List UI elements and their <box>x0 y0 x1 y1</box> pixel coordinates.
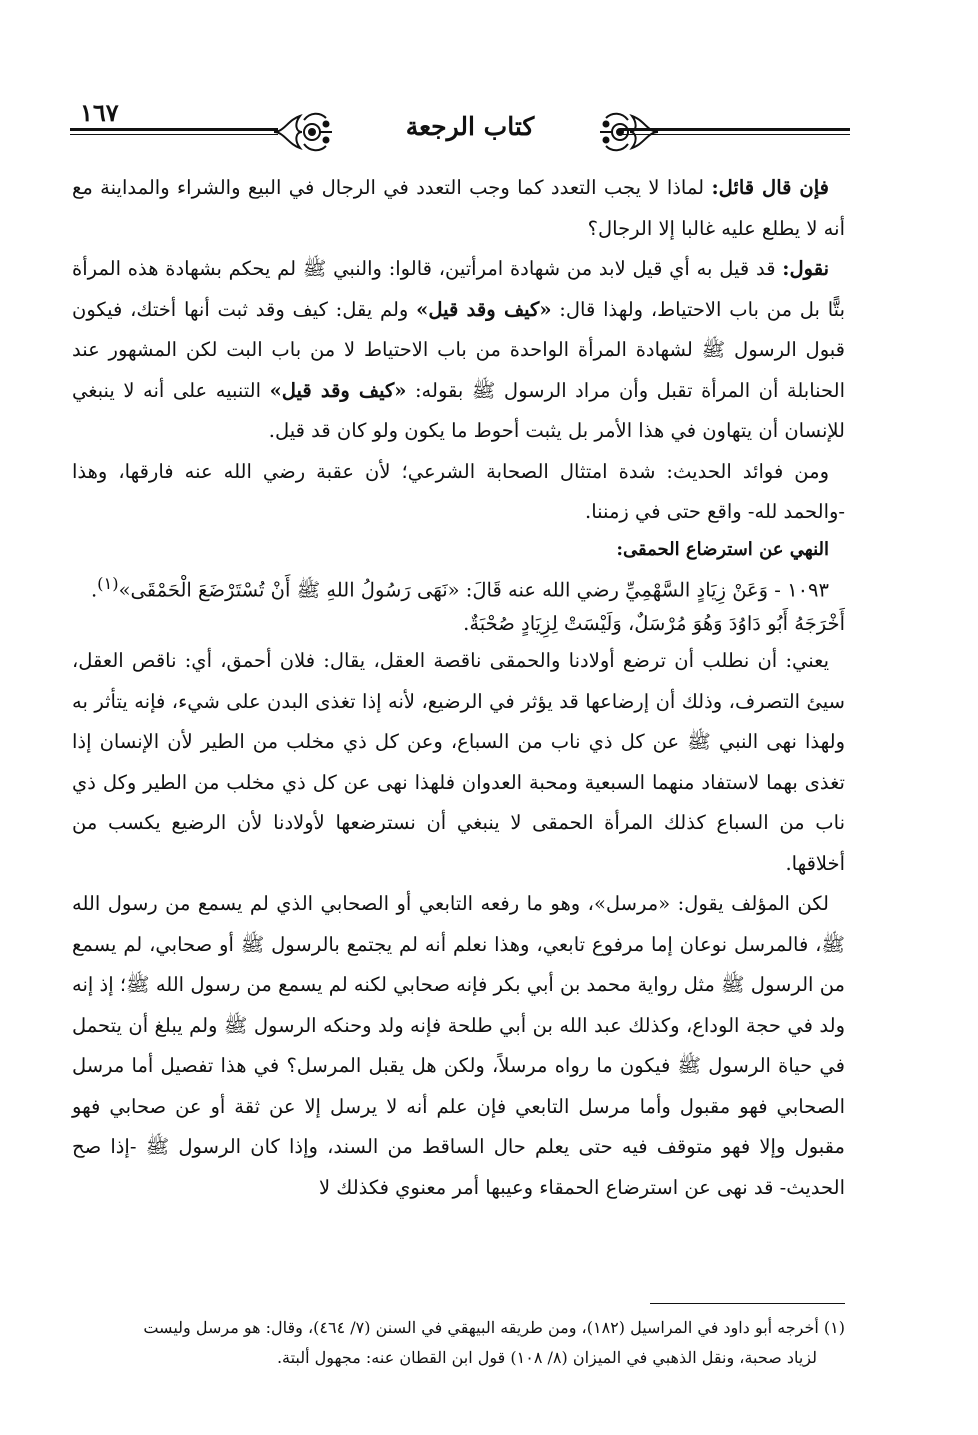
answer-lead: نقول: <box>782 257 829 280</box>
paragraph-explanation: يعني: أن نطلب أن ترضع أولادنا والحمقى ناقصة العقل، يقال: فلان أحمق، أي: ناقص العقل، سيئ التصرف، وذلك أن إرضاعها قد يؤثر في الرضيع، لأنه إذا تغذى البدن على شيء، فإنه يتأثر به ولهذا نهى النبي ﷺ عن كل ذي ناب من السباع، وعن كل ذي مخلب من الطير لأن الإنسان إذا تغذى بهما لاستفاد منهما السبعية ومحبة العدوان فلهذا نهى عن كل ذي مخلب من الطير وكل ذي ناب من السباع كذلك المرأة الحمقى لا ينبغي أن نسترضعها لأولادنا لأن الرضيع يكسب من أخلاقها. <box>72 649 845 875</box>
running-title: كتاب الرجعة <box>405 112 535 141</box>
question-lead: فإن قال قائل: <box>711 176 830 199</box>
ornament-right-icon <box>598 102 662 156</box>
footnote <box>72 1313 845 1373</box>
footnote-separator <box>650 1303 845 1304</box>
paragraph-question <box>72 168 845 249</box>
answer-text-c: التنبيه على أنه لا ينبغي للإنسان أن يتهاون في هذا الأمر بل يثبت أحوط ما يكون ولو كان قد قيل. <box>72 378 845 442</box>
hadith-body: ١٠٩٣ - وَعَنْ زِيَادٍ السَّهْمِيِّ رضي الله عنه قَالَ: «نَهَى رَسُولُ اللهِ ﷺ أَنْ تُسْتَرْضَعَ الْحَمْقَى» <box>118 578 829 601</box>
page-number: ١٦٧ <box>80 98 119 127</box>
page-body <box>72 168 845 1208</box>
answer-text-a: قد قيل به أي قيل لابد من شهادة امرأتين، قالوا: والنبي ﷺ لم يحكم بشهادة هذه المرأة بتًّا بل من باب الاحتياط، ولهذا قال: <box>72 257 845 321</box>
hadith-end: . <box>90 578 98 601</box>
hadith-block <box>72 567 845 642</box>
header-rule-left-thin <box>70 134 278 135</box>
footnote-line-1: (١) أخرجه أبو داود في المراسيل (١٨٢)، ومن طريقه البيهقي في السنن (٧/ ٤٦٤)، وقال: هو مرسل وليست <box>143 1318 845 1337</box>
paragraph-mursal: لكن المؤلف يقول: «مرسل»، وهو ما رفعه التابعي أو الصحابي الذي لم يسمع من رسول الله ﷺ، فالمرسل نوعان إما مرفوع تابعي، وهذا نعلم أنه لم يجتمع بالرسول ﷺ أو صحابي، لم يسمع من الرسول ﷺ مثل رواية محمد بن أبي بكر فإنه صحابي لكنه لم يسمع من رسول الله ﷺ؛ إذ إنه ولد في حجة الوداع، وكذلك عبد الله بن أبي طلحة فإنه ولد وحنكه الرسول ﷺ ولم يبلغ أن يتحمل في حياة الرسول ﷺ فيكون ما رواه مرسلاً، ولكن هل يقبل المرسل؟ في هذا تفصيل أما مرسل الصحابي فهو مقبول وأما مرسل التابعي فإن علم أنه لا يرسل إلا عن ثقة أو عن صحابي فهو مقبول وإلا فهو متوقف فيه حتى يعلم حال الساقط من السند، وإذا كان الرسول ﷺ -إذا صح الحديث- قد نهى عن استرضاع الحمقاء وعيبها أمر معنوي فكذلك لا <box>72 892 845 1199</box>
question-text: لماذا لا يجب التعدد كما وجب التعدد في الرجال في البيع والشراء والمداينة مع أنه لا يطلع عليه غالبا إلا الرجال؟ <box>72 176 845 240</box>
footnote-line-2: لزياد صحبة، ونقل الذهبي في الميزان (٨/ ١٠٨) قول ابن القطان عنه: مجهول ألبتة. <box>276 1348 817 1367</box>
header-rule-left <box>70 128 278 131</box>
hadith-text <box>72 567 845 608</box>
answer-quote-1: «كيف وقد قيل» <box>416 297 552 321</box>
answer-quote-2: «كيف وقد قيل» <box>269 378 407 402</box>
answer-text-b: ولم يقل: كيف وقد ثبت أنها أختك، فيكون قبول الرسول ﷺ لشهادة المرأة الواحدة من باب الاحتياط لا من باب البت لكن المشهور عند الحنابلة أن المرأة تقبل وأن مراد الرسول ﷺ بقوله: <box>72 297 845 402</box>
paragraph-answer <box>72 249 845 452</box>
ornament-left-icon <box>270 102 334 156</box>
footnote-marker: (١) <box>97 573 119 593</box>
paragraph-benefits: ومن فوائد الحديث: شدة امتثال الصحابة الشرعي؛ لأن عقبة رضي الله عنه فارقها، وهذا -والحمد لله- واقع حتى في زمننا. <box>72 459 845 523</box>
page-header <box>70 96 850 156</box>
hadith-source: أَخْرَجَهُ أَبُو دَاوُدَ وَهُوَ مُرْسَلٌ، وَلَيْسَتْ لِزِيَادٍ صُحْبَةٌ. <box>463 612 845 635</box>
section-heading: النهي عن استرضاع الحمقى: <box>616 538 829 560</box>
